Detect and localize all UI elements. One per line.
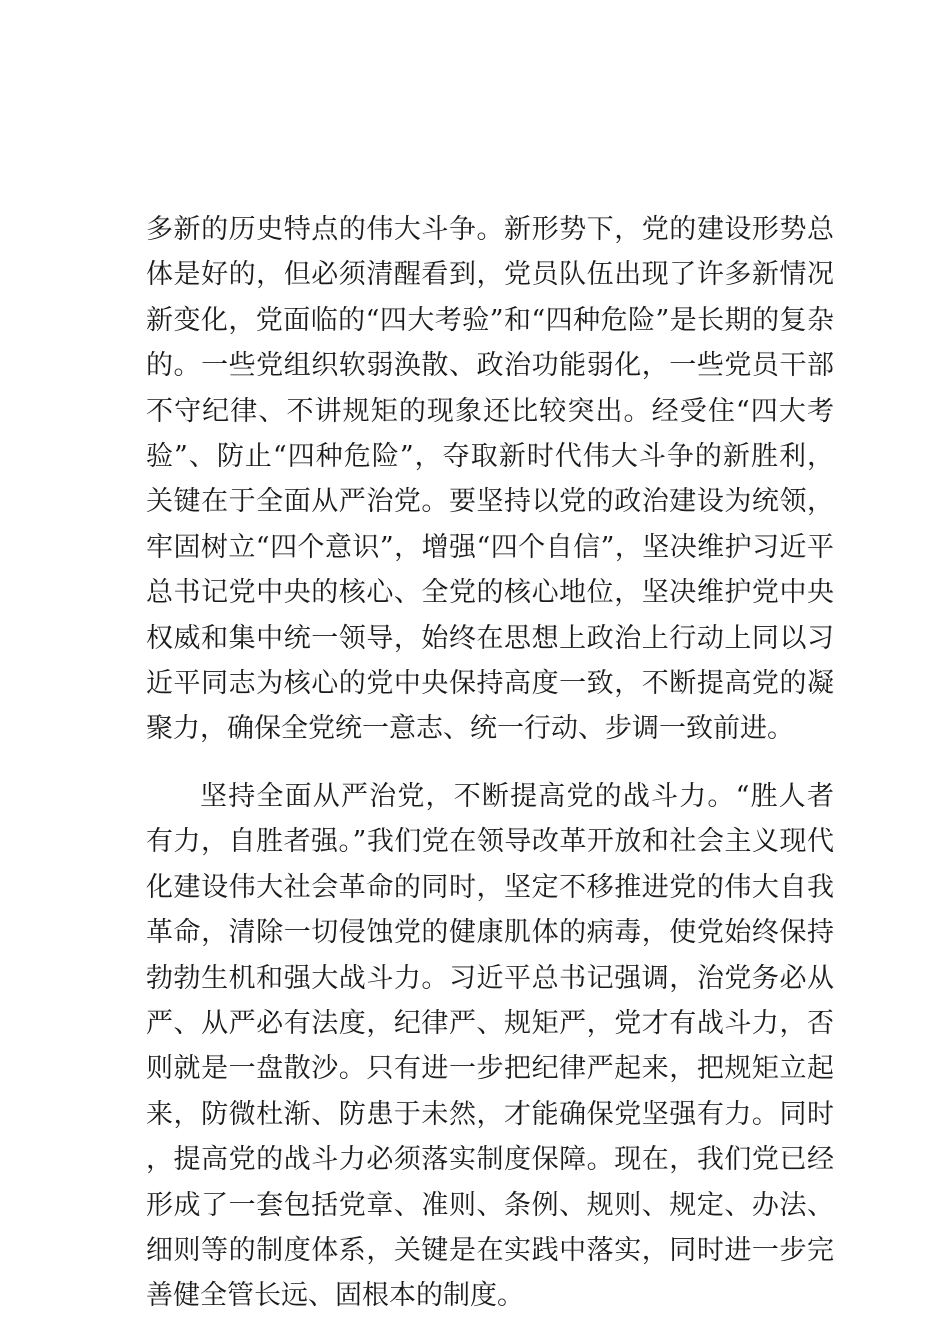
paragraph-2: 坚持全面从严治党，不断提高党的战斗力。“胜人者有力，自胜者强。”我们党在领导改革开放和社会主义现代化建设伟大社会革命的同时，坚定不移推进党的伟大自我革命，清除一切侵蚀党的健康肌体的病毒，使党始终保持勃勃生机和强大战斗力。习近平总书记强调，治党务必从严、从严必有法度，纪律严、规矩严，党才有战斗力，否则就是一盘散沙。只有进一步把纪律严起来，把规矩立起来，防微杜渐、防患于未然，才能确保党坚强有力。同时，提高党的战斗力必须落实制度保障。现在，我们党已经形成了一套包括党章、准则、条例、规则、规定、办法、细则等的制度体系，关键是在实践中落实，同时进一步完善健全管长远、固根本的制度。 bbox=[146, 780, 834, 1312]
paragraph-1: 多新的历史特点的伟大斗争。新形势下，党的建设形势总体是好的，但必须清醒看到，党员队伍出现了许多新情况新变化，党面临的“四大考验”和“四种危险”是长期的复杂的。一些党组织软弱涣散、政治功能弱化，一些党员干部不守纪律、不讲规矩的现象还比较突出。经受住“四大考验”、防止“四种危险”，夺取新时代伟大斗争的新胜利，关键在于全面从严治党。要坚持以党的政治建设为统领，牢固树立“四个意识”，增强“四个自信”，坚决维护习近平总书记党中央的核心、全党的核心地位，坚决维护党中央权威和集中统一领导，始终在思想上政治上行动上同以习近平同志为核心的党中央保持高度一致，不断提高党的凝聚力，确保全党统一意志、统一行动、步调一致前进。 bbox=[146, 214, 834, 745]
document-body bbox=[146, 207, 834, 1319]
